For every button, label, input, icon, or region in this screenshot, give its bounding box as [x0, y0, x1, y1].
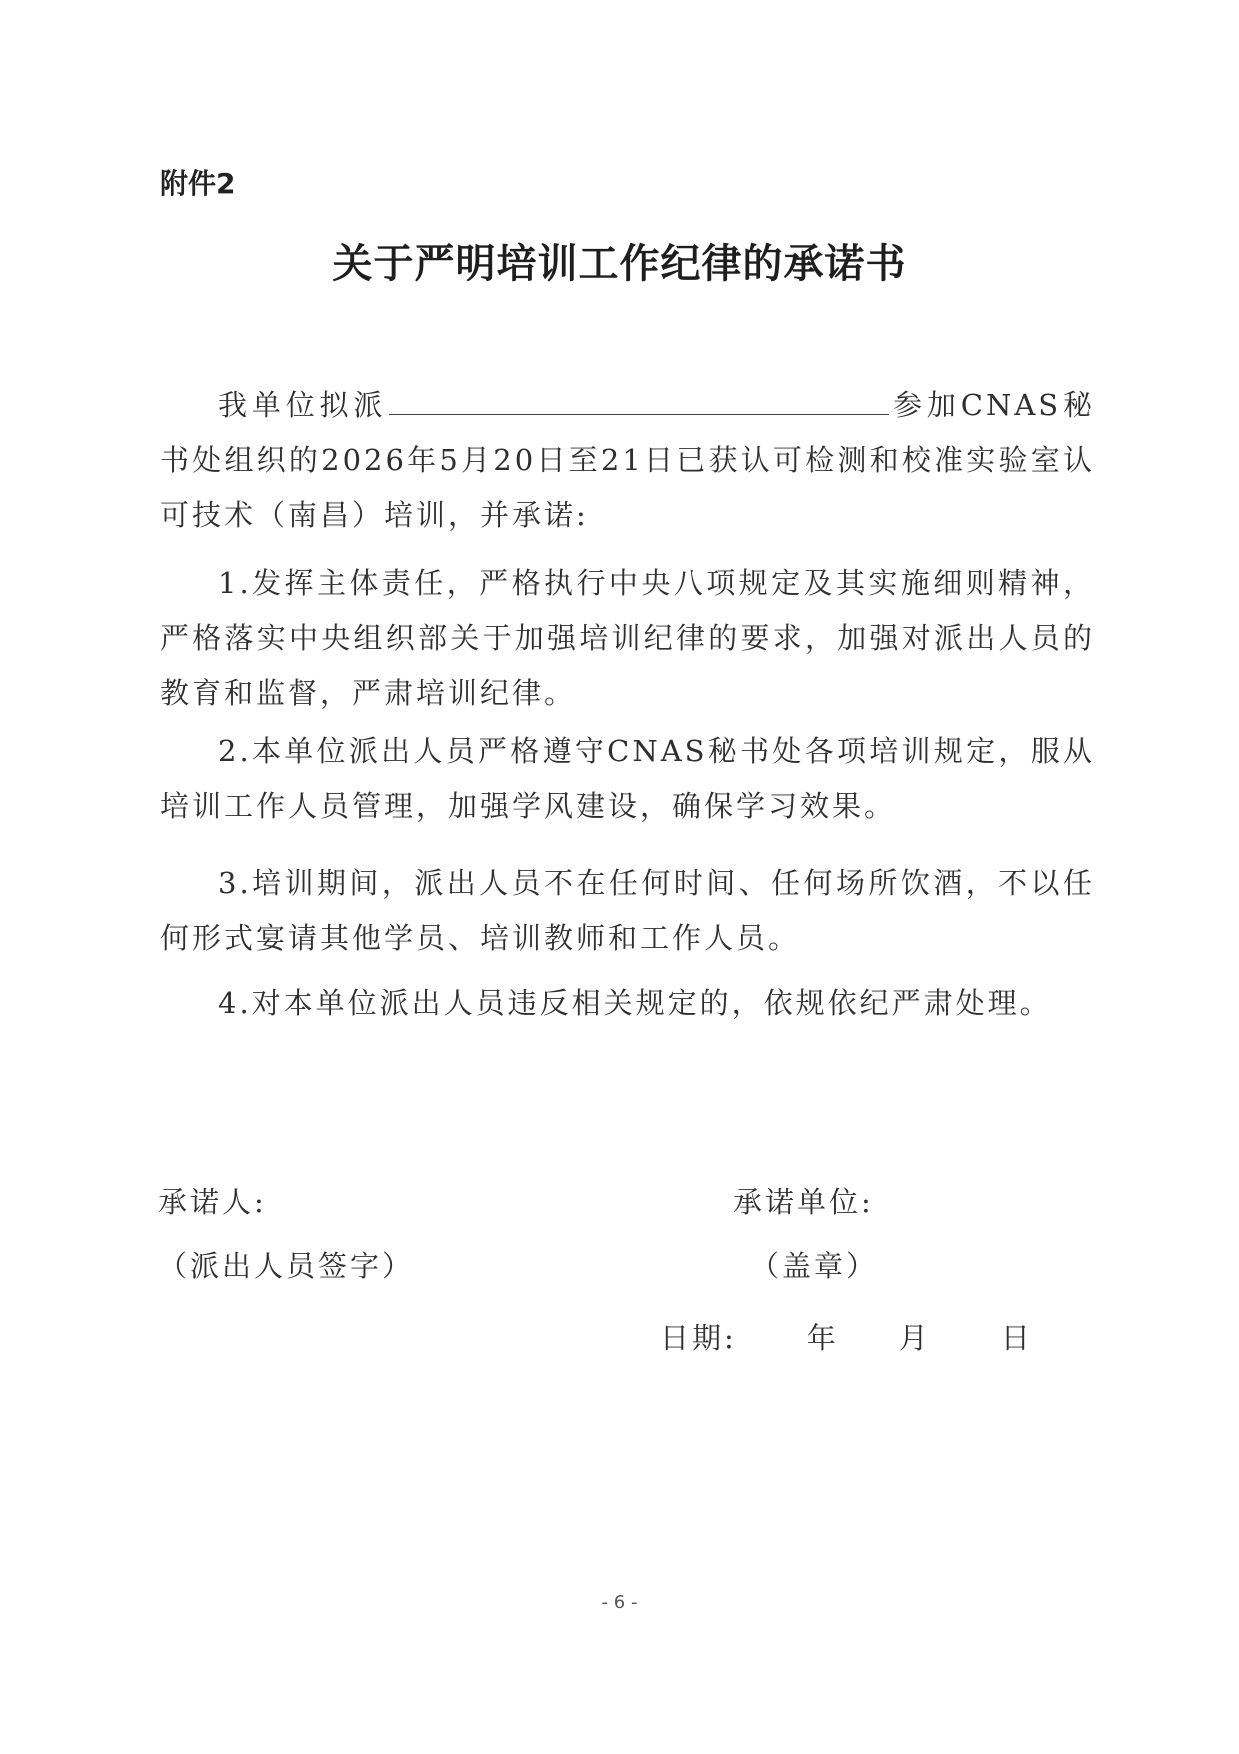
date-row — [660, 1316, 1033, 1357]
commitment-item-text: 4.对本单位派出人员违反相关规定的，依规依纪严肃处理。 — [218, 986, 1052, 1020]
date-day: 日 — [1000, 1321, 1033, 1355]
page-number: - 6 - — [601, 1592, 638, 1613]
document-title: 关于严明培训工作纪律的承诺书 — [332, 240, 907, 287]
commitment-item-text: 3.培训期间，派出人员不在任何时间、任何场所饮酒，不以任何形式宴请其他学员、培训教师和工作人员。 — [160, 866, 1095, 955]
unit-seal-note: （盖章） — [750, 1249, 879, 1283]
intro-before-blank: 我单位拟派 — [218, 388, 388, 422]
commitment-item-1 — [160, 556, 1095, 721]
intro-after-blank: 参加CNAS秘书处组织的2026年5月20日至21日已获认可检测和校准实验室认可技术（南昌）培训，并承诺: — [160, 388, 1095, 532]
promisor-signature-note: （派出人员签字） — [158, 1249, 415, 1283]
promising-unit-label: 承诺单位: — [733, 1185, 874, 1219]
date-label: 日期: — [660, 1321, 737, 1355]
commitment-item-3 — [160, 856, 1095, 966]
date-month: 月 — [898, 1321, 931, 1355]
commitment-item-2 — [160, 724, 1095, 834]
commitment-item-text: 1.发挥主体责任，严格执行中央八项规定及其实施细则精神，严格落实中央组织部关于加强培训纪律的要求，加强对派出人员的教育和监督，严肃培训纪律。 — [160, 566, 1095, 710]
promisor-label: 承诺人: — [158, 1185, 267, 1219]
commitment-item-4 — [160, 976, 1095, 1031]
attachment-label: 附件2 — [160, 167, 236, 200]
intro-paragraph — [160, 378, 1095, 543]
commitment-item-text: 2.本单位派出人员严格遵守CNAS秘书处各项培训规定，服从培训工作人员管理，加强学风建设，确保学习效果。 — [160, 734, 1095, 823]
personnel-blank-field[interactable] — [389, 384, 889, 415]
date-year: 年 — [806, 1321, 839, 1355]
